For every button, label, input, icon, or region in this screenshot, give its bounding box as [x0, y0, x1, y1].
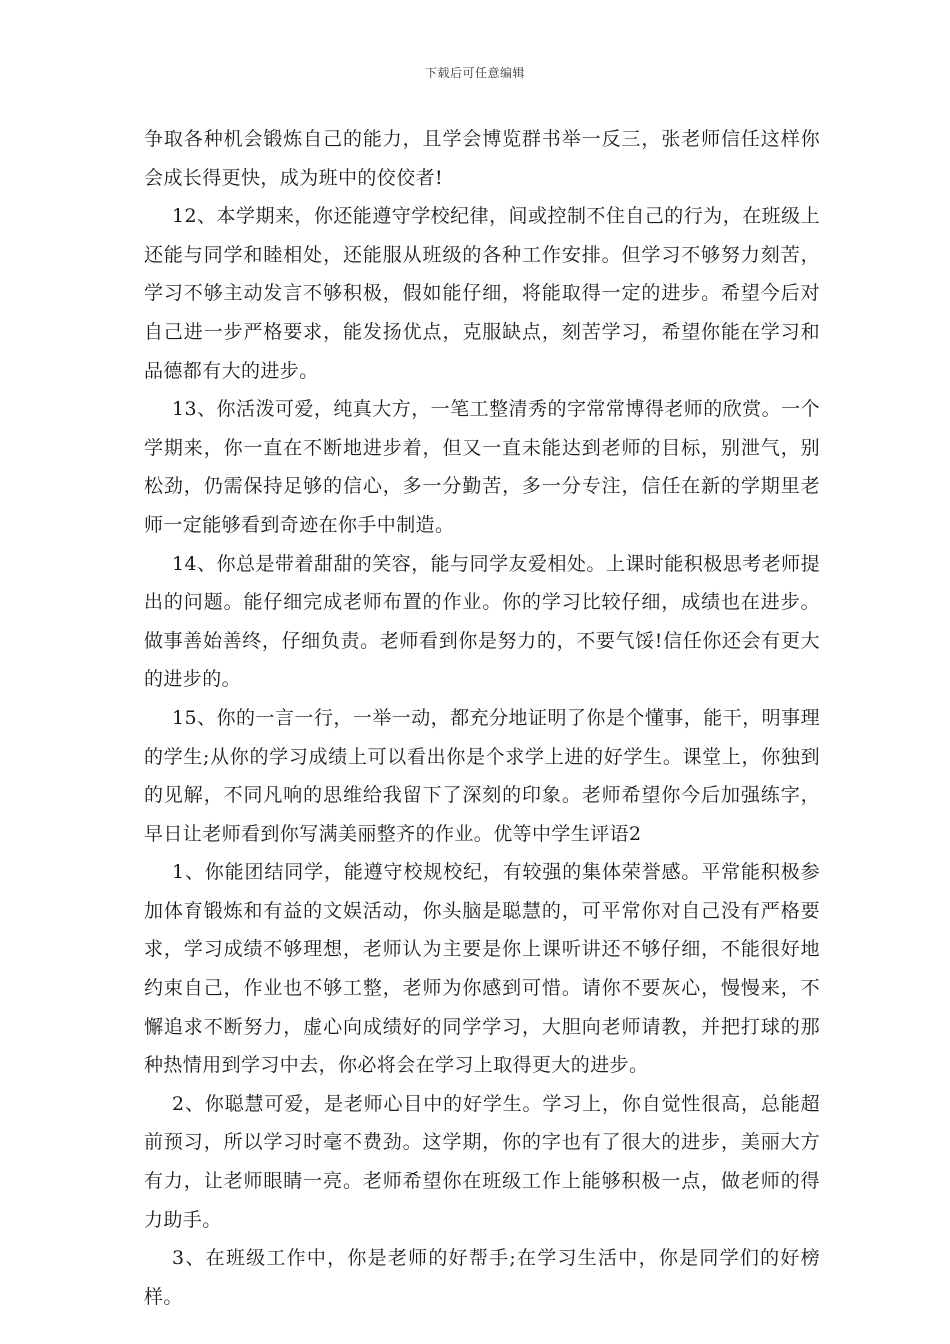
page-header: 下载后可任意编辑	[424, 66, 525, 80]
paragraph-continuation: 争取各种机会锻炼自己的能力，且学会博览群书举一反三，张老师信任这样你会成长得更快，成为班中的佼佼者!	[144, 128, 820, 189]
paragraph-item-15: 15、你的一言一行，一举一动，都充分地证明了你是个懂事，能干，明事理的学生;从你的学习成绩上可以看出你是个求学上进的好学生。课堂上，你独到的见解，不同凡响的思维给我留下了深刻的印象。老师希望你今后加强练字，早日让老师看到你写满美丽整齐的作业。优等中学生评语2	[144, 706, 820, 845]
paragraph-item-14: 14、你总是带着甜甜的笑容，能与同学友爱相处。上课时能积极思考老师提出的问题。能仔细完成老师布置的作业。你的学习比较仔细，成绩也在进步。做事善始善终，仔细负责。老师看到你是努力的，不要气馁!信任你还会有更大的进步的。	[144, 552, 820, 691]
paragraph-item-3: 3、在班级工作中，你是老师的好帮手;在学习生活中，你是同学们的好榜样。	[144, 1247, 820, 1308]
paragraph-item-1: 1、你能团结同学，能遵守校规校纪，有较强的集体荣誉感。平常能积极参加体育锻炼和有益的文娱活动，你头脑是聪慧的，可平常你对自己没有严格要求，学习成绩不够理想，老师认为主要是你上课听讲还不够仔细，不能很好地约束自己，作业也不够工整，老师为你感到可惜。请你不要灰心，慢慢来，不懈追求不断努力，虚心向成绩好的同学学习，大胆向老师请教，并把打球的那种热情用到学习中去，你必将会在学习上取得更大的进步。	[144, 861, 820, 1077]
document-body	[144, 120, 820, 1316]
paragraph-item-12: 12、本学期来，你还能遵守学校纪律，间或控制不住自己的行为，在班级上还能与同学和睦相处，还能服从班级的各种工作安排。但学习不够努力刻苦，学习不够主动发言不够积极，假如能仔细，将能取得一定的进步。希望今后对自己进一步严格要求，能发扬优点，克服缺点，刻苦学习，希望你能在学习和品德都有大的进步。	[144, 205, 820, 382]
paragraph-item-2: 2、你聪慧可爱，是老师心目中的好学生。学习上，你自觉性很高，总能超前预习，所以学习时毫不费劲。这学期，你的字也有了很大的进步，美丽大方有力，让老师眼睛一亮。老师希望你在班级工作上能够积极一点，做老师的得力助手。	[144, 1092, 820, 1231]
paragraph-item-13: 13、你活泼可爱，纯真大方，一笔工整清秀的字常常博得老师的欣赏。一个学期来，你一直在不断地进步着，但又一直未能达到老师的目标，别泄气，别松劲，仍需保持足够的信心，多一分勤苦，多一分专注，信任在新的学期里老师一定能够看到奇迹在你手中制造。	[144, 398, 820, 536]
